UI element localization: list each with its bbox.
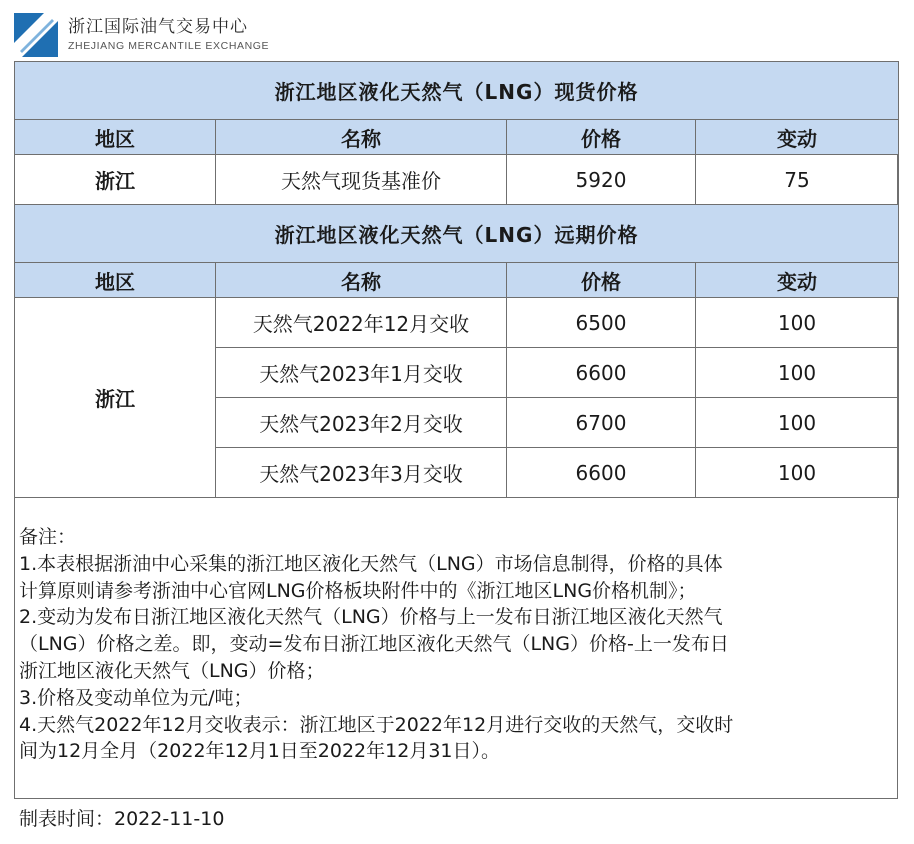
change-cell: 75	[696, 155, 899, 205]
note-line: 3.价格及变动单位为元/吨；	[19, 686, 253, 709]
price-cell: 6700	[507, 398, 696, 448]
note-line: 1.本表根据浙油中心采集的浙江地区液化天然气（LNG）市场信息制得，价格的具体	[19, 552, 723, 575]
change-cell: 100	[696, 348, 899, 398]
note-line: 间为12月全月（2022年12月1日至2022年12月31日）。	[19, 740, 501, 763]
org-name-cn: 浙江国际油气交易中心	[68, 17, 248, 37]
notes-section	[19, 524, 895, 765]
column-header-price: 价格	[507, 263, 696, 298]
forward-title-row	[15, 205, 899, 263]
table-row	[15, 155, 899, 205]
note-line: 浙江地区液化天然气（LNG）价格；	[19, 659, 325, 682]
name-cell: 天然气2023年2月交收	[216, 398, 507, 448]
name-cell: 天然气2023年1月交收	[216, 348, 507, 398]
price-table	[14, 61, 899, 498]
column-header-price: 价格	[507, 120, 696, 155]
column-header-change: 变动	[696, 120, 899, 155]
price-cell: 6600	[507, 348, 696, 398]
change-cell: 100	[696, 398, 899, 448]
column-header-change: 变动	[696, 263, 899, 298]
notes-heading: 备注：	[19, 526, 77, 548]
region-cell: 浙江	[15, 298, 216, 498]
column-header-region: 地区	[15, 120, 216, 155]
forward-header-row	[15, 263, 899, 298]
note-line: 4.天然气2022年12月交收表示：浙江地区于2022年12月进行交收的天然气，交收时	[19, 713, 734, 736]
spot-header-row	[15, 120, 899, 155]
price-cell: 6500	[507, 298, 696, 348]
column-header-name: 名称	[216, 120, 507, 155]
forward-title: 浙江地区液化天然气（LNG）远期价格	[15, 205, 899, 263]
price-cell: 6600	[507, 448, 696, 498]
name-cell: 天然气2023年3月交收	[216, 448, 507, 498]
change-cell: 100	[696, 298, 899, 348]
region-cell: 浙江	[15, 155, 216, 205]
note-line: 计算原则请参考浙油中心官网LNG价格板块附件中的《浙江地区LNG价格机制》；	[19, 579, 697, 602]
made-time: 制表时间：2022-11-10	[19, 808, 225, 830]
change-cell: 100	[696, 448, 899, 498]
name-cell: 天然气现货基准价	[216, 155, 507, 205]
note-line: 2.变动为发布日浙江地区液化天然气（LNG）价格与上一发布日浙江地区液化天然气	[19, 606, 723, 629]
org-name-en: ZHEJIANG MERCANTILE EXCHANGE	[68, 40, 270, 52]
zme-logo-icon	[14, 13, 58, 57]
name-cell: 天然气2022年12月交收	[216, 298, 507, 348]
page-header	[14, 12, 269, 58]
price-cell: 5920	[507, 155, 696, 205]
spot-title-row	[15, 62, 899, 120]
column-header-region: 地区	[15, 263, 216, 298]
table-row	[15, 298, 899, 348]
column-header-name: 名称	[216, 263, 507, 298]
note-line: （LNG）价格之差。即，变动=发布日浙江地区液化天然气（LNG）价格-上一发布日	[19, 633, 729, 656]
spot-title: 浙江地区液化天然气（LNG）现货价格	[15, 62, 899, 120]
